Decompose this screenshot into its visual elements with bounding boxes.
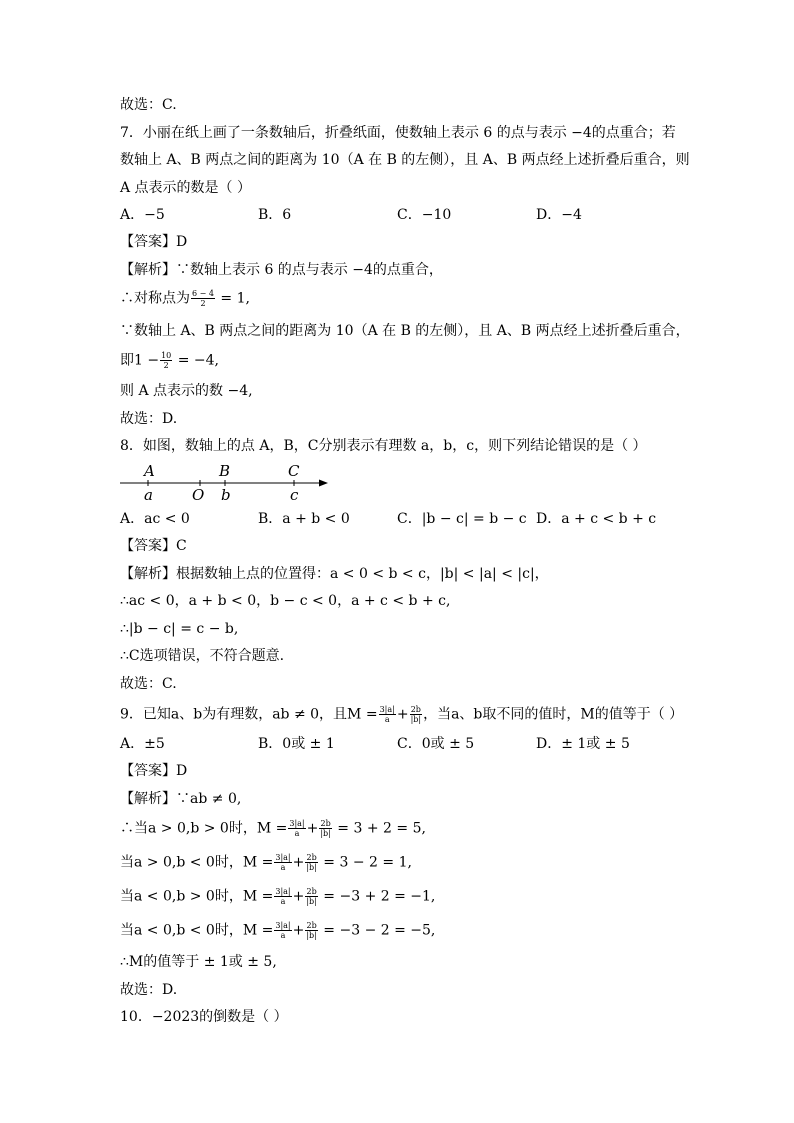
q6-choice: 故选：C. bbox=[120, 97, 177, 113]
q8-option-c: C．|b − c| = b − c bbox=[397, 511, 527, 527]
q7-fraction bbox=[191, 289, 215, 308]
q9-case-2-f2-den: |b| bbox=[306, 863, 317, 872]
q7-exp1: 【解析】∵数轴上表示 6 的点与表示 −4的点重合， bbox=[120, 262, 443, 278]
q9-case-1-f2-den: |b| bbox=[320, 829, 331, 838]
q9-case-3-f2-den: |b| bbox=[306, 897, 317, 906]
label-value-a: a bbox=[144, 486, 153, 504]
q9-case-3-f1 bbox=[274, 887, 291, 906]
q9-case-3-f2-num: 2b bbox=[306, 887, 317, 896]
q8-exp1: 【解析】根据数轴上点的位置得：a < 0 < b < c，|b| < |a| < |c|， bbox=[120, 566, 549, 582]
q7-option-b: B．6 bbox=[258, 207, 292, 223]
q9-case-4-f2-den: |b| bbox=[306, 931, 317, 940]
q9-case-1 bbox=[120, 819, 426, 838]
q9-case-4-post: = −3 − 2 = −5, bbox=[318, 922, 436, 939]
q9-exp1: 【解析】∵ab ≠ 0, bbox=[120, 791, 242, 807]
q9-case-1-plus: + bbox=[306, 820, 319, 837]
q9-case-3 bbox=[120, 887, 435, 906]
q9-case-3-plus: + bbox=[292, 888, 305, 905]
q9-line1 bbox=[120, 705, 683, 724]
q7-fraction-2-den: 2 bbox=[163, 361, 169, 370]
q7-exp5: 则 A 点表示的数 −4, bbox=[120, 383, 253, 399]
q7-fraction-den: 2 bbox=[200, 299, 206, 308]
label-point-b: B bbox=[219, 462, 231, 480]
label-point-a: A bbox=[144, 462, 155, 480]
q9-case-1-f1-den: a bbox=[294, 829, 300, 838]
q9-case-1-f1 bbox=[288, 819, 305, 838]
q7-choice: 故选：D. bbox=[120, 411, 178, 427]
q9-case-2-pre: 当a > 0,b < 0时，M = bbox=[120, 854, 274, 871]
q7-fraction-2-num: 10 bbox=[161, 351, 172, 360]
q9-case-4 bbox=[120, 921, 435, 940]
q7-line2: 数轴上 A、B 两点之间的距离为 10（A 在 B 的左侧），且 A、B 两点经上述折叠后重合，则 bbox=[120, 152, 690, 168]
q9-case-4-f2 bbox=[305, 921, 318, 940]
q9-case-3-post: = −3 + 2 = −1, bbox=[318, 888, 436, 905]
q9-case-1-pre: ∴当a > 0,b > 0时，M = bbox=[120, 820, 288, 837]
q8-answer: 【答案】C bbox=[120, 538, 187, 554]
q9-option-a: A．±5 bbox=[120, 736, 165, 752]
q7-line1: 7．小丽在纸上画了一条数轴后，折叠纸面，使数轴上表示 6 的点与表示 −4的点重合；若 bbox=[120, 125, 676, 141]
q9-case-2-plus: + bbox=[292, 854, 305, 871]
q9-case-4-f1 bbox=[274, 921, 291, 940]
q7-exp4-post: = −4, bbox=[173, 352, 219, 369]
q9-case-1-f2 bbox=[319, 819, 332, 838]
q9-option-b: B．0或 ± 1 bbox=[258, 736, 335, 752]
q7-exp3: ∵数轴上 A、B 两点之间的距离为 10（A 在 B 的左侧），且 A、B 两点经上述折叠后重合， bbox=[120, 323, 690, 339]
q7-exp2-post: = 1, bbox=[215, 290, 250, 307]
q8-option-b: B．a + b < 0 bbox=[258, 511, 350, 527]
q9-choice: 故选：D. bbox=[120, 982, 178, 998]
q9-case-3-f2 bbox=[305, 887, 318, 906]
q9-f1-num: 3|a| bbox=[379, 705, 395, 714]
q9-case-4-f2-num: 2b bbox=[306, 921, 317, 930]
q9-case-4-pre: 当a < 0,b < 0时，M = bbox=[120, 922, 274, 939]
q9-case-2-f1 bbox=[274, 853, 291, 872]
number-line-figure bbox=[118, 460, 334, 504]
q7-option-a: A．−5 bbox=[120, 207, 165, 223]
q9-f1-den: a bbox=[384, 715, 390, 724]
q9-case-2 bbox=[120, 853, 412, 872]
q9-case-1-f1-num: 3|a| bbox=[289, 819, 305, 828]
q8-line1: 8．如图，数轴上的点 A，B，C分别表示有理数 a，b，c，则下列结论错误的是（ ） bbox=[120, 438, 647, 454]
q9-answer: 【答案】D bbox=[120, 763, 188, 779]
q7-fraction-num: 6 − 4 bbox=[192, 289, 214, 298]
q9-case-4-plus: + bbox=[292, 922, 305, 939]
q7-line3: A 点表示的数是（ ） bbox=[120, 180, 252, 196]
q8-choice: 故选：C. bbox=[120, 676, 177, 692]
q8-exp4: ∴C选项错误，不符合题意. bbox=[120, 648, 285, 664]
q9-f2-den: |b| bbox=[410, 715, 422, 724]
q8-exp2: ∴ac < 0，a + b < 0，b − c < 0，a + c < b + c, bbox=[120, 593, 451, 609]
number-line-arrow bbox=[319, 480, 328, 487]
q9-case-4-f1-num: 3|a| bbox=[275, 921, 291, 930]
q9-option-c: C．0或 ± 5 bbox=[397, 736, 475, 752]
q9-case-3-pre: 当a < 0,b > 0时，M = bbox=[120, 888, 274, 905]
q9-case-2-f2-num: 2b bbox=[306, 853, 317, 862]
q8-option-a: A．ac < 0 bbox=[120, 511, 190, 527]
q7-option-d: D．−4 bbox=[536, 207, 582, 223]
q9-line1-pre: 9．已知a、b为有理数，ab ≠ 0，且M = bbox=[120, 706, 378, 723]
q7-option-c: C．−10 bbox=[397, 207, 452, 223]
q7-fraction-2 bbox=[160, 351, 172, 370]
q8-exp3: ∴|b − c| = c − b, bbox=[120, 621, 239, 637]
q9-case-1-f2-num: 2b bbox=[320, 819, 331, 828]
q7-exp2-pre: ∴对称点为 bbox=[120, 290, 190, 307]
q9-plus: + bbox=[396, 706, 409, 723]
q9-option-d: D．± 1或 ± 5 bbox=[536, 736, 630, 752]
q9-f2-num: 2b bbox=[410, 705, 421, 714]
q9-line1-post: ，当a、b取不同的值时，M的值等于（ ） bbox=[423, 706, 684, 723]
label-value-c: c bbox=[290, 486, 299, 504]
q9-fraction-1 bbox=[379, 705, 396, 724]
q9-case-2-f1-den: a bbox=[280, 863, 286, 872]
q9-case-1-post: = 3 + 2 = 5, bbox=[332, 820, 426, 837]
q9-fraction-2 bbox=[410, 705, 423, 724]
q9-case-2-f2 bbox=[305, 853, 318, 872]
q9-case-3-f1-num: 3|a| bbox=[275, 887, 291, 896]
q10-line1: 10．−2023的倒数是（ ） bbox=[120, 1009, 288, 1025]
q7-exp2 bbox=[120, 289, 250, 308]
label-value-b: b bbox=[221, 486, 231, 504]
label-point-c: C bbox=[288, 462, 300, 480]
label-origin: O bbox=[192, 486, 205, 504]
q9-case-3-f1-den: a bbox=[280, 897, 286, 906]
q9-case-2-post: = 3 − 2 = 1, bbox=[318, 854, 412, 871]
q7-answer: 【答案】D bbox=[120, 234, 188, 250]
q9-conclusion: ∴M的值等于 ± 1或 ± 5, bbox=[120, 954, 277, 970]
q7-exp4-pre: 即1 − bbox=[120, 352, 160, 369]
q9-case-4-f1-den: a bbox=[280, 931, 286, 940]
q8-option-d: D．a + c < b + c bbox=[536, 511, 657, 527]
q9-case-2-f1-num: 3|a| bbox=[275, 853, 291, 862]
q7-exp4 bbox=[120, 351, 219, 370]
